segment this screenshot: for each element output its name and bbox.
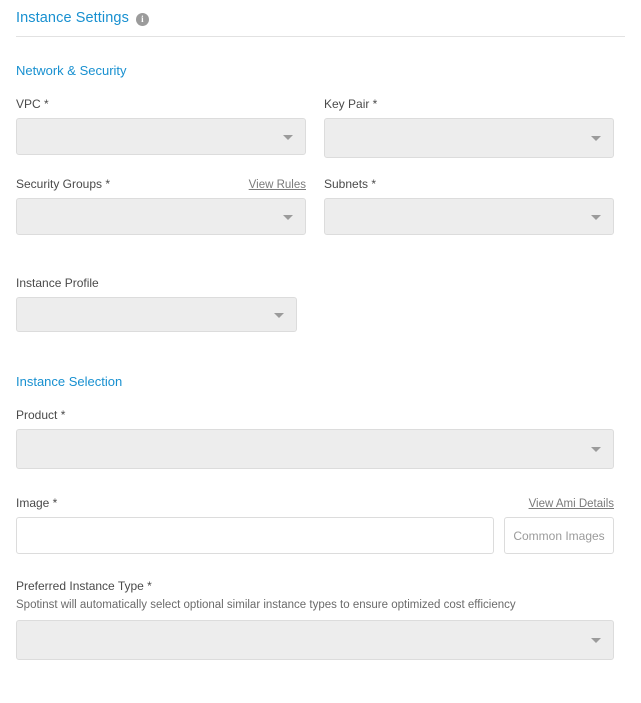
label-line-key-pair bbox=[324, 96, 614, 111]
instance-profile-select[interactable] bbox=[16, 297, 297, 332]
field-product bbox=[16, 407, 614, 469]
section-title-network-security: Network & Security bbox=[16, 63, 127, 78]
instance-profile-label: Instance Profile bbox=[16, 276, 99, 290]
view-ami-details-link[interactable]: View Ami Details bbox=[528, 498, 614, 510]
subnets-select[interactable] bbox=[324, 198, 614, 235]
subnets-label: Subnets * bbox=[324, 177, 377, 191]
label-line-vpc bbox=[16, 96, 306, 111]
image-label: Image * bbox=[16, 496, 58, 510]
field-key-pair bbox=[324, 96, 614, 158]
label-line-preferred-instance-type bbox=[16, 578, 614, 593]
preferred-instance-type-select[interactable] bbox=[16, 620, 614, 660]
security-groups-select[interactable] bbox=[16, 198, 306, 235]
page-header bbox=[16, 0, 625, 37]
chevron-down-icon bbox=[591, 215, 601, 220]
chevron-down-icon bbox=[283, 215, 293, 220]
view-rules-link[interactable]: View Rules bbox=[248, 179, 306, 191]
field-security-groups bbox=[16, 176, 306, 235]
preferred-instance-type-helper: Spotinst will automatically select optional similar instance types to ensure optimized cost efficiency bbox=[16, 599, 516, 611]
label-line-security-groups bbox=[16, 176, 306, 191]
page-title: Instance Settings bbox=[16, 10, 129, 26]
field-vpc bbox=[16, 96, 306, 158]
chevron-down-icon bbox=[274, 313, 284, 318]
vpc-label: VPC * bbox=[16, 97, 49, 111]
security-groups-label: Security Groups * bbox=[16, 177, 111, 191]
row-vpc-keypair bbox=[16, 96, 625, 176]
info-icon[interactable]: i bbox=[136, 13, 149, 26]
label-line-product bbox=[16, 407, 614, 422]
label-line-subnets bbox=[324, 176, 614, 191]
label-line-instance-profile bbox=[16, 275, 297, 290]
field-preferred-instance-type bbox=[16, 578, 614, 660]
common-images-button[interactable]: Common Images bbox=[504, 517, 614, 554]
image-input-group bbox=[16, 517, 614, 554]
key-pair-label: Key Pair * bbox=[324, 97, 378, 111]
product-label: Product * bbox=[16, 408, 66, 422]
field-image bbox=[16, 495, 614, 554]
section-title-instance-selection: Instance Selection bbox=[16, 374, 123, 389]
row-security-subnets bbox=[16, 176, 625, 253]
vpc-select[interactable] bbox=[16, 118, 306, 155]
key-pair-select[interactable] bbox=[324, 118, 614, 158]
chevron-down-icon bbox=[591, 638, 601, 643]
chevron-down-icon bbox=[591, 447, 601, 452]
chevron-down-icon bbox=[591, 136, 601, 141]
chevron-down-icon bbox=[283, 135, 293, 140]
field-subnets bbox=[324, 176, 614, 235]
image-input[interactable] bbox=[16, 517, 494, 554]
preferred-instance-type-label: Preferred Instance Type * bbox=[16, 579, 152, 593]
product-select[interactable] bbox=[16, 429, 614, 469]
label-line-image bbox=[16, 495, 614, 510]
field-instance-profile bbox=[16, 275, 297, 332]
